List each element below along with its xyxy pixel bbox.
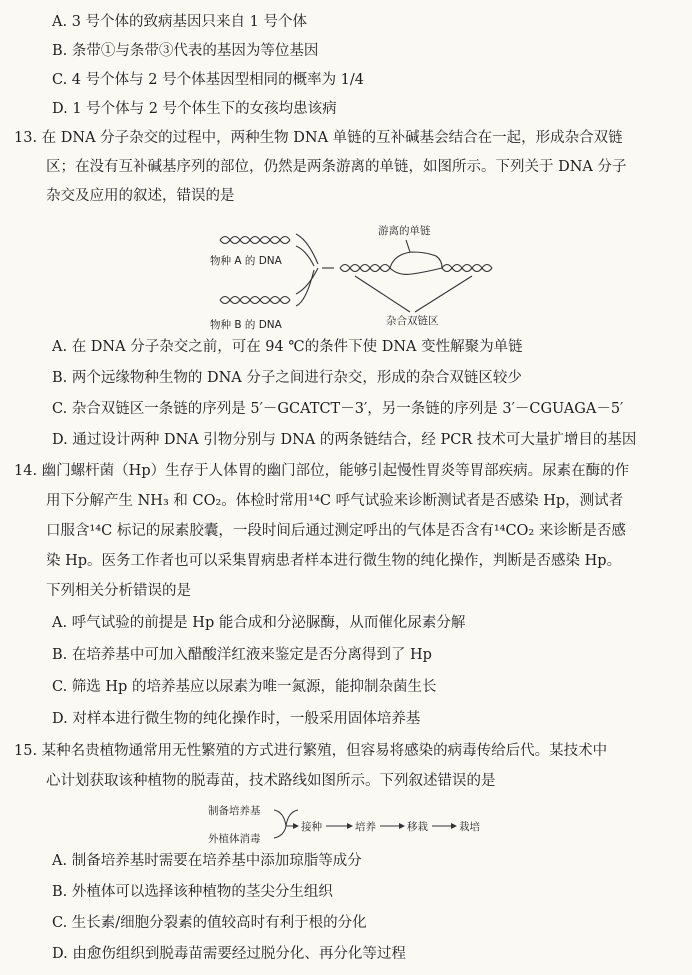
tissue-culture-flow-diagram bbox=[208, 800, 508, 850]
q13-option-b: B. 两个远缘物种生物的 DNA 分子之间进行杂交，形成的杂合双链区较少 bbox=[52, 370, 522, 386]
q12-option-b: B. 条带①与条带③代表的基因为等位基因 bbox=[52, 43, 319, 59]
q12-option-a: A. 3 号个体的致病基因只来自 1 号个体 bbox=[52, 14, 307, 30]
q13-stem-line: 区；在没有互补碱基序列的部位，仍然是两条游离的单链，如图所示。下列关于 DNA 分子 bbox=[46, 159, 627, 175]
q12-option-d: D. 1 号个体与 2 号个体生下的女孩均患该病 bbox=[52, 101, 337, 117]
flow-input-bottom: 外植体消毒 bbox=[208, 833, 261, 845]
q13-stem-line: 13. 在 DNA 分子杂交的过程中，两种生物 DNA 单链的互补碱基会结合在一起，形成杂合双链 bbox=[14, 130, 623, 146]
q14-stem-line: 14. 幽门螺杆菌（Hp）生存于人体胃的幽门部位，能够引起慢性胃炎等胃部疾病。尿素在酶的作 bbox=[14, 463, 630, 479]
flow-input-top: 制备培养基 bbox=[208, 805, 261, 817]
q14-option-b: B. 在培养基中可加入醋酸洋红液来鉴定是否分离得到了 Hp bbox=[52, 647, 432, 663]
q13-option-c: C. 杂合双链区一条链的序列是 5′－GCATCT－3′，另一条链的序列是 3′－CGUAGA－5′ bbox=[52, 401, 624, 417]
q14-option-d: D. 对样本进行微生物的纯化操作时，一般采用固体培养基 bbox=[52, 711, 421, 727]
q14-stem-line: 下列相关分析错误的是 bbox=[46, 583, 191, 599]
q15-stem-line: 心计划获取该种植物的脱毒苗，技术路线如图所示。下列叙述错误的是 bbox=[46, 773, 496, 789]
label-free-strand: 游离的单链 bbox=[378, 225, 431, 237]
q14-stem-line: 用下分解产生 NH₃ 和 CO₂。体检时常用¹⁴C 呼气试验来诊断测试者是否感染 Hp，测试者 bbox=[46, 493, 624, 509]
q12-option-c: C. 4 号个体与 2 号个体基因型相同的概率为 1/4 bbox=[52, 72, 365, 88]
flow-step-cultivate: 栽培 bbox=[459, 821, 480, 833]
free-single-strand-loop bbox=[390, 252, 442, 268]
q13-option-d: D. 通过设计两种 DNA 引物分别与 DNA 的两条链结合，经 PCR 技术可大量扩增目的基因 bbox=[52, 432, 637, 448]
q14-option-c: C. 筛选 Hp 的培养基应以尿素为唯一氮源，能抑制杂菌生长 bbox=[52, 679, 437, 695]
label-hybrid-region: 杂合双链区 bbox=[386, 315, 439, 327]
q15-stem-line: 15. 某种名贵植物通常用无性繁殖的方式进行繁殖，但容易将感染的病毒传给后代。某技术中 bbox=[14, 743, 608, 759]
q14-stem-line: 口服含¹⁴C 标记的尿素胶囊，一段时间后通过测定呼出的气体是否含有¹⁴CO₂ 来诊断是否感 bbox=[46, 523, 626, 539]
q15-option-b: B. 外植体可以选择该种植物的茎尖分生组织 bbox=[52, 884, 333, 900]
q15-option-a: A. 制备培养基时需要在培养基中添加琼脂等成分 bbox=[52, 853, 362, 869]
flow-step-culture: 培养 bbox=[355, 821, 376, 833]
dna-hybrid-diagram bbox=[210, 218, 530, 334]
q13-stem-line: 杂交及应用的叙述，错误的是 bbox=[46, 188, 235, 204]
q14-stem-line: 染 Hp。医务工作者也可以采集胃病患者样本进行微生物的纯化操作，判断是否感染 Hp。 bbox=[46, 553, 622, 569]
flow-step-transplant: 移栽 bbox=[407, 821, 428, 833]
q15-option-c: C. 生长素/细胞分裂素的值较高时有利于根的分化 bbox=[52, 915, 367, 931]
label-species-b: 物种 B 的 DNA bbox=[210, 319, 282, 331]
q13-option-a: A. 在 DNA 分子杂交之前，可在 94 ℃的条件下使 DNA 变性解聚为单链 bbox=[52, 339, 523, 355]
flow-step-inoculate: 接种 bbox=[301, 821, 322, 833]
q14-option-a: A. 呼气试验的前提是 Hp 能合成和分泌脲酶，从而催化尿素分解 bbox=[52, 615, 466, 631]
q15-option-d: D. 由愈伤组织到脱毒苗需要经过脱分化、再分化等过程 bbox=[52, 946, 406, 962]
label-species-a: 物种 A 的 DNA bbox=[210, 255, 282, 267]
